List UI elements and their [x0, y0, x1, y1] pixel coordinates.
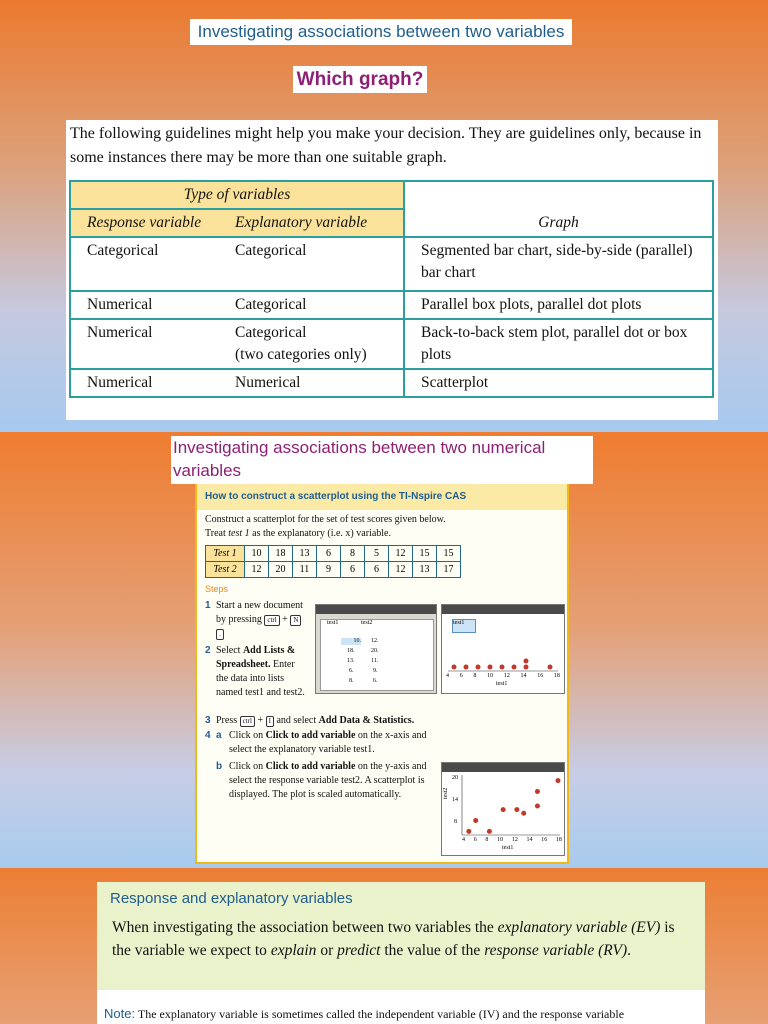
dot-point	[512, 665, 517, 670]
y-axis-label: test2	[443, 787, 449, 799]
cell-b4: 9.	[373, 668, 378, 674]
score-cell: 18	[269, 546, 293, 562]
plus-sign: +	[282, 614, 288, 625]
slide-title: Investigating associations between two variables	[190, 19, 572, 45]
row-label-test1: Test 1	[206, 546, 245, 562]
note	[104, 1006, 704, 1022]
step-number: 3	[205, 715, 211, 726]
y-tick-label: 8	[454, 819, 457, 825]
tick-label: 14	[520, 673, 527, 679]
x-tick-labels	[462, 837, 562, 843]
score-cell: 12	[389, 562, 413, 578]
score-cell: 15	[437, 546, 461, 562]
guidelines-card	[66, 120, 718, 420]
dot-point	[548, 665, 553, 670]
scatter-point	[535, 804, 540, 809]
cell-graph: Parallel box plots, parallel dot plots	[404, 291, 713, 319]
y-tick-label: 20	[452, 775, 458, 781]
scatter-point	[556, 778, 561, 783]
instruction-post: as the explanatory (i.e. x) variable.	[252, 528, 391, 539]
step-4a-post: on the x-axis and select the explanatory variable test1.	[229, 730, 427, 755]
tick-label: 8	[473, 673, 477, 679]
cell-a1: 10.	[341, 638, 361, 645]
def-part: the value of the	[384, 942, 481, 959]
step-3-mid: and select	[276, 715, 317, 726]
tick-label: 14	[526, 837, 533, 843]
graph-guidelines-table	[69, 180, 714, 398]
cell-explanatory-note: (two categories only)	[235, 346, 367, 363]
tick-label: 12	[511, 837, 518, 843]
response-variable-header: Response variable	[70, 209, 219, 237]
how-to-panel	[195, 484, 569, 864]
guidelines-intro: The following guidelines might help you make your decision. They are guidelines only, because in some instances there may be more than one suitable graph.	[70, 125, 702, 166]
def-em: explanatory variable (EV)	[497, 919, 661, 936]
cell-explanatory	[219, 319, 404, 369]
note-label: Note:	[104, 1006, 136, 1021]
tick-label: 6	[459, 673, 463, 679]
scatter-point	[487, 829, 492, 834]
tick-label: 18	[553, 673, 560, 679]
panel-title: How to construct a scatterplot using the TI-Nspire CAS	[197, 484, 567, 510]
tick-label: 4	[462, 837, 465, 843]
table-row	[206, 562, 461, 578]
definition-title: Response and explanatory variables	[110, 890, 353, 907]
tick-label: 18	[555, 837, 562, 843]
def-part: .	[627, 942, 631, 959]
calculator-spreadsheet-screen	[315, 604, 437, 694]
step-text	[229, 729, 434, 757]
def-em: predict	[337, 942, 381, 959]
table-row	[70, 291, 713, 319]
dot-point	[524, 659, 529, 664]
calculator-dotplot-screen	[441, 604, 565, 694]
cell-a4: 6.	[349, 668, 354, 674]
score-cell: 6	[365, 562, 389, 578]
table-row	[70, 237, 713, 291]
table-row	[70, 369, 713, 397]
score-cell: 11	[293, 562, 317, 578]
score-cell: 9	[317, 562, 341, 578]
explanatory-variable-header: Explanatory variable	[219, 209, 404, 237]
step-3-pre: Press	[216, 715, 238, 726]
score-cell: 13	[293, 546, 317, 562]
step-2-pre: Select	[216, 645, 241, 656]
test-scores-table	[205, 545, 461, 578]
score-cell: 12	[389, 546, 413, 562]
table-row	[206, 546, 461, 562]
dot-point	[464, 665, 469, 670]
tick-label: 8	[485, 837, 489, 843]
tick-label: 16	[537, 673, 544, 679]
cell-a5: 8.	[349, 678, 354, 684]
steps-label: Steps	[205, 584, 229, 594]
row-label-test2: Test 2	[206, 562, 245, 578]
cell-response: Numerical	[70, 291, 219, 319]
tick-label: 10	[497, 837, 504, 843]
score-cell: 8	[341, 546, 365, 562]
tick-label: 4	[446, 673, 449, 679]
tick-label: 6	[473, 837, 477, 843]
cell-explanatory: Categorical	[219, 237, 404, 291]
step-text	[216, 644, 306, 700]
step-3-bold: Add Data & Statistics.	[318, 715, 415, 726]
step-sub-label: a	[216, 730, 222, 741]
section-title: Investigating associations between two numerical variables	[171, 436, 593, 484]
step-number: 4	[205, 730, 211, 741]
step-1-text: Start a new document by pressing	[216, 600, 303, 625]
step-2-bold: Add Lists & Spreadsheet.	[216, 645, 296, 670]
definition-text	[112, 916, 692, 962]
dot-point	[452, 665, 457, 670]
x-axis-label: test1	[502, 845, 514, 851]
instruction-var: test 1	[228, 528, 250, 539]
dot-point	[500, 665, 505, 670]
step-number: 2	[205, 645, 211, 656]
slide-subtitle: Which graph?	[293, 66, 427, 93]
definition-box	[97, 882, 705, 990]
n-key: N	[290, 615, 301, 626]
y-tick-label: 14	[452, 797, 458, 803]
step-sub-label: b	[216, 761, 223, 772]
score-cell: 6	[317, 546, 341, 562]
type-of-variables-header: Type of variables	[70, 181, 404, 209]
score-cell: 20	[269, 562, 293, 578]
dot-point	[524, 665, 529, 670]
step-text	[216, 599, 306, 641]
graph-header: Graph	[404, 181, 713, 237]
table-row	[70, 319, 713, 369]
score-cell: 15	[413, 546, 437, 562]
column-a-header: test1	[327, 620, 339, 626]
cell-a3: 13.	[347, 658, 355, 664]
tick-label: 10	[487, 673, 494, 679]
score-cell: 5	[365, 546, 389, 562]
def-em: response variable (RV)	[484, 942, 628, 959]
cell-explanatory: Categorical	[219, 291, 404, 319]
i-key: I	[266, 716, 274, 727]
x-tick-labels	[446, 673, 560, 679]
cell-explanatory: Numerical	[219, 369, 404, 397]
step-number: 1	[205, 600, 211, 611]
score-cell: 10	[245, 546, 269, 562]
cell-b2: 20.	[371, 648, 379, 654]
step-4b-pre: Click on	[229, 761, 264, 772]
step-4b-bold: Click to add variable	[265, 761, 356, 772]
instruction-line-2	[205, 527, 391, 541]
spreadsheet	[320, 619, 434, 691]
ctrl-key: ctrl	[264, 615, 279, 626]
cell-b3: 11.	[371, 658, 379, 664]
instruction-line-1: Construct a scatterplot for the set of test scores given below.	[205, 514, 446, 525]
scatter-point	[466, 829, 471, 834]
cell-response: Numerical	[70, 369, 219, 397]
tick-label: 16	[541, 837, 548, 843]
step-4a-bold: Click to add variable	[265, 730, 356, 741]
cell-graph: Back-to-back stem plot, parallel dot or box plots	[404, 319, 713, 369]
score-cell: 13	[413, 562, 437, 578]
definition-card	[97, 882, 705, 1024]
note-text: The explanatory variable is sometimes called the independent variable (IV) and the response variable	[137, 1007, 625, 1021]
step-text	[216, 714, 436, 728]
cell-graph: Scatterplot	[404, 369, 713, 397]
instruction-pre: Treat	[205, 528, 226, 539]
score-cell: 6	[341, 562, 365, 578]
cell-response: Categorical	[70, 237, 219, 291]
tick-label: 12	[503, 673, 510, 679]
cell-response: Numerical	[70, 319, 219, 369]
cell-a2: 18.	[347, 648, 355, 654]
score-cell: 17	[437, 562, 461, 578]
scatter-point	[473, 818, 478, 823]
variable-menu-item[interactable]: test1	[453, 620, 465, 626]
def-em: explain	[270, 942, 317, 959]
calculator-scatterplot-screen	[441, 762, 565, 856]
scatter-point	[521, 811, 526, 816]
def-part: is the variable we expect to	[112, 919, 675, 959]
step-4a-pre: Click on	[229, 730, 264, 741]
step-4b-post: on the y-axis and select the response variable test2. A scatterplot is displayed. The plot is scaled automatically.	[229, 761, 427, 800]
step-text	[229, 760, 434, 802]
dot-key: .	[216, 629, 224, 640]
def-part: or	[320, 942, 334, 959]
score-cell: 12	[245, 562, 269, 578]
scatter-point	[501, 807, 506, 812]
step-2-post: Enter the data into lists named test1 and test2.	[216, 659, 305, 698]
column-b-header: test2	[361, 620, 373, 626]
scatter-point	[514, 807, 519, 812]
cell-b1: 12.	[371, 638, 379, 644]
x-axis-label: test1	[496, 681, 508, 687]
scatter-point	[535, 789, 540, 794]
cell-graph: Segmented bar chart, side-by-side (parallel) bar chart	[404, 237, 713, 291]
dot-point	[476, 665, 481, 670]
dotplot-chart	[442, 605, 564, 693]
cell-b5: 6.	[373, 678, 378, 684]
calculator-title-bar	[316, 605, 436, 614]
ctrl-key: ctrl	[240, 716, 255, 727]
def-part: When investigating the association between two variables the	[112, 919, 494, 936]
cell-explanatory-value: Categorical	[235, 324, 307, 341]
dot-point	[488, 665, 493, 670]
plus-sign: +	[257, 715, 264, 726]
